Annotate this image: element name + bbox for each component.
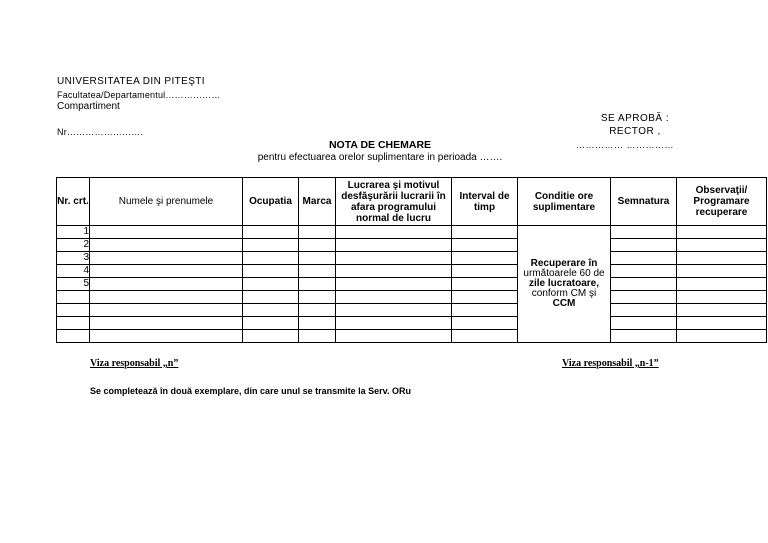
- signature-cell[interactable]: [611, 226, 677, 239]
- marca-cell[interactable]: [299, 252, 336, 265]
- name-cell[interactable]: [90, 265, 243, 278]
- occupation-cell[interactable]: [243, 252, 299, 265]
- signature-cell[interactable]: [611, 304, 677, 317]
- approval-signature-line: …………… ……………: [575, 140, 674, 150]
- work-reason-cell[interactable]: [336, 265, 452, 278]
- university-name: UNIVERSITATEA DIN PITEŞTI: [57, 76, 205, 87]
- col-header-name: Numele şi prenumele: [90, 178, 243, 226]
- name-cell[interactable]: [90, 304, 243, 317]
- work-reason-cell[interactable]: [336, 304, 452, 317]
- occupation-cell[interactable]: [243, 291, 299, 304]
- signature-cell[interactable]: [611, 330, 677, 343]
- occupation-cell[interactable]: [243, 317, 299, 330]
- signature-cell[interactable]: [611, 252, 677, 265]
- row-number: [57, 317, 90, 330]
- col-header-observations: Observaţii/ Programare recuperare: [677, 178, 767, 226]
- name-cell[interactable]: [90, 226, 243, 239]
- interval-cell[interactable]: [452, 330, 518, 343]
- faculty-line: Facultatea/Departamentul………………: [57, 90, 221, 100]
- condition-line-2: următoarele 60 de: [523, 268, 605, 279]
- observations-cell[interactable]: [677, 252, 767, 265]
- row-number: 4: [57, 265, 90, 278]
- footer-note: Se completează în două exemplare, din care unul se transmite la Serv. ORu: [90, 386, 411, 396]
- signature-cell[interactable]: [611, 291, 677, 304]
- work-reason-cell[interactable]: [336, 226, 452, 239]
- row-number: [57, 291, 90, 304]
- table-row: [57, 278, 767, 291]
- table-row: [57, 252, 767, 265]
- interval-cell[interactable]: [452, 278, 518, 291]
- condition-line-5: CCM: [552, 298, 576, 309]
- interval-cell[interactable]: [452, 304, 518, 317]
- table-row: [57, 304, 767, 317]
- viza-responsabil-n: Viza responsabil „n”: [90, 358, 179, 369]
- col-header-work-reason: Lucrarea şi motivul desfăşurării lucrarii în afara programului normal de lucru: [336, 178, 452, 226]
- table-row: [57, 291, 767, 304]
- occupation-cell[interactable]: [243, 265, 299, 278]
- observations-cell[interactable]: [677, 291, 767, 304]
- row-number: 2: [57, 239, 90, 252]
- name-cell[interactable]: [90, 252, 243, 265]
- overtime-table: [56, 177, 767, 343]
- marca-cell[interactable]: [299, 291, 336, 304]
- marca-cell[interactable]: [299, 278, 336, 291]
- work-reason-cell[interactable]: [336, 291, 452, 304]
- condition-line-4: conform CM şi: [531, 288, 597, 299]
- table-row: [57, 239, 767, 252]
- work-reason-cell[interactable]: [336, 239, 452, 252]
- interval-cell[interactable]: [452, 226, 518, 239]
- document-subtitle: pentru efectuarea orelor suplimentare in perioada …….: [257, 152, 503, 163]
- row-number: [57, 304, 90, 317]
- condition-line-3: zile lucratoare,: [528, 278, 600, 289]
- work-reason-cell[interactable]: [336, 330, 452, 343]
- condition-cell: [518, 226, 611, 343]
- interval-cell[interactable]: [452, 252, 518, 265]
- signature-cell[interactable]: [611, 265, 677, 278]
- row-number: [57, 330, 90, 343]
- marca-cell[interactable]: [299, 330, 336, 343]
- table-row: [57, 317, 767, 330]
- row-number: 3: [57, 252, 90, 265]
- condition-line-1: Recuperare în: [530, 258, 598, 269]
- viza-responsabil-n1: Viza responsabil „n-1”: [562, 358, 659, 369]
- col-header-signature: Semnatura: [611, 178, 677, 226]
- col-header-nr: Nr. crt.: [57, 178, 90, 226]
- name-cell[interactable]: [90, 317, 243, 330]
- occupation-cell[interactable]: [243, 239, 299, 252]
- observations-cell[interactable]: [677, 226, 767, 239]
- interval-cell[interactable]: [452, 317, 518, 330]
- observations-cell[interactable]: [677, 330, 767, 343]
- name-cell[interactable]: [90, 291, 243, 304]
- interval-cell[interactable]: [452, 239, 518, 252]
- marca-cell[interactable]: [299, 226, 336, 239]
- name-cell[interactable]: [90, 278, 243, 291]
- marca-cell[interactable]: [299, 239, 336, 252]
- table-header-row: [57, 178, 767, 226]
- signature-cell[interactable]: [611, 239, 677, 252]
- col-header-condition: Conditie ore suplimentare: [518, 178, 611, 226]
- row-number: 5: [57, 278, 90, 291]
- col-header-interval: Interval de timp: [452, 178, 518, 226]
- marca-cell[interactable]: [299, 304, 336, 317]
- row-number: 1: [57, 226, 90, 239]
- observations-cell[interactable]: [677, 317, 767, 330]
- table-row: [57, 265, 767, 278]
- table-row: [57, 226, 767, 239]
- document-title: NOTA DE CHEMARE: [328, 139, 432, 151]
- occupation-cell[interactable]: [243, 278, 299, 291]
- occupation-cell[interactable]: [243, 330, 299, 343]
- signature-cell[interactable]: [611, 317, 677, 330]
- observations-cell[interactable]: [677, 265, 767, 278]
- observations-cell[interactable]: [677, 304, 767, 317]
- occupation-cell[interactable]: [243, 304, 299, 317]
- observations-cell[interactable]: [677, 278, 767, 291]
- marca-cell[interactable]: [299, 265, 336, 278]
- col-header-marca: Marca: [299, 178, 336, 226]
- work-reason-cell[interactable]: [336, 317, 452, 330]
- table-row: [57, 330, 767, 343]
- observations-cell[interactable]: [677, 239, 767, 252]
- marca-cell[interactable]: [299, 317, 336, 330]
- number-line: Nr…………………….: [57, 127, 144, 137]
- signature-cell[interactable]: [611, 278, 677, 291]
- name-cell[interactable]: [90, 239, 243, 252]
- work-reason-cell[interactable]: [336, 278, 452, 291]
- rector-label: RECTOR ,: [609, 126, 661, 137]
- name-cell[interactable]: [90, 330, 243, 343]
- approval-label: SE APROBĂ :: [600, 113, 670, 124]
- department-line: Compartiment: [57, 101, 120, 112]
- occupation-cell[interactable]: [243, 226, 299, 239]
- interval-cell[interactable]: [452, 265, 518, 278]
- work-reason-cell[interactable]: [336, 252, 452, 265]
- interval-cell[interactable]: [452, 291, 518, 304]
- col-header-occupation: Ocupatia: [243, 178, 299, 226]
